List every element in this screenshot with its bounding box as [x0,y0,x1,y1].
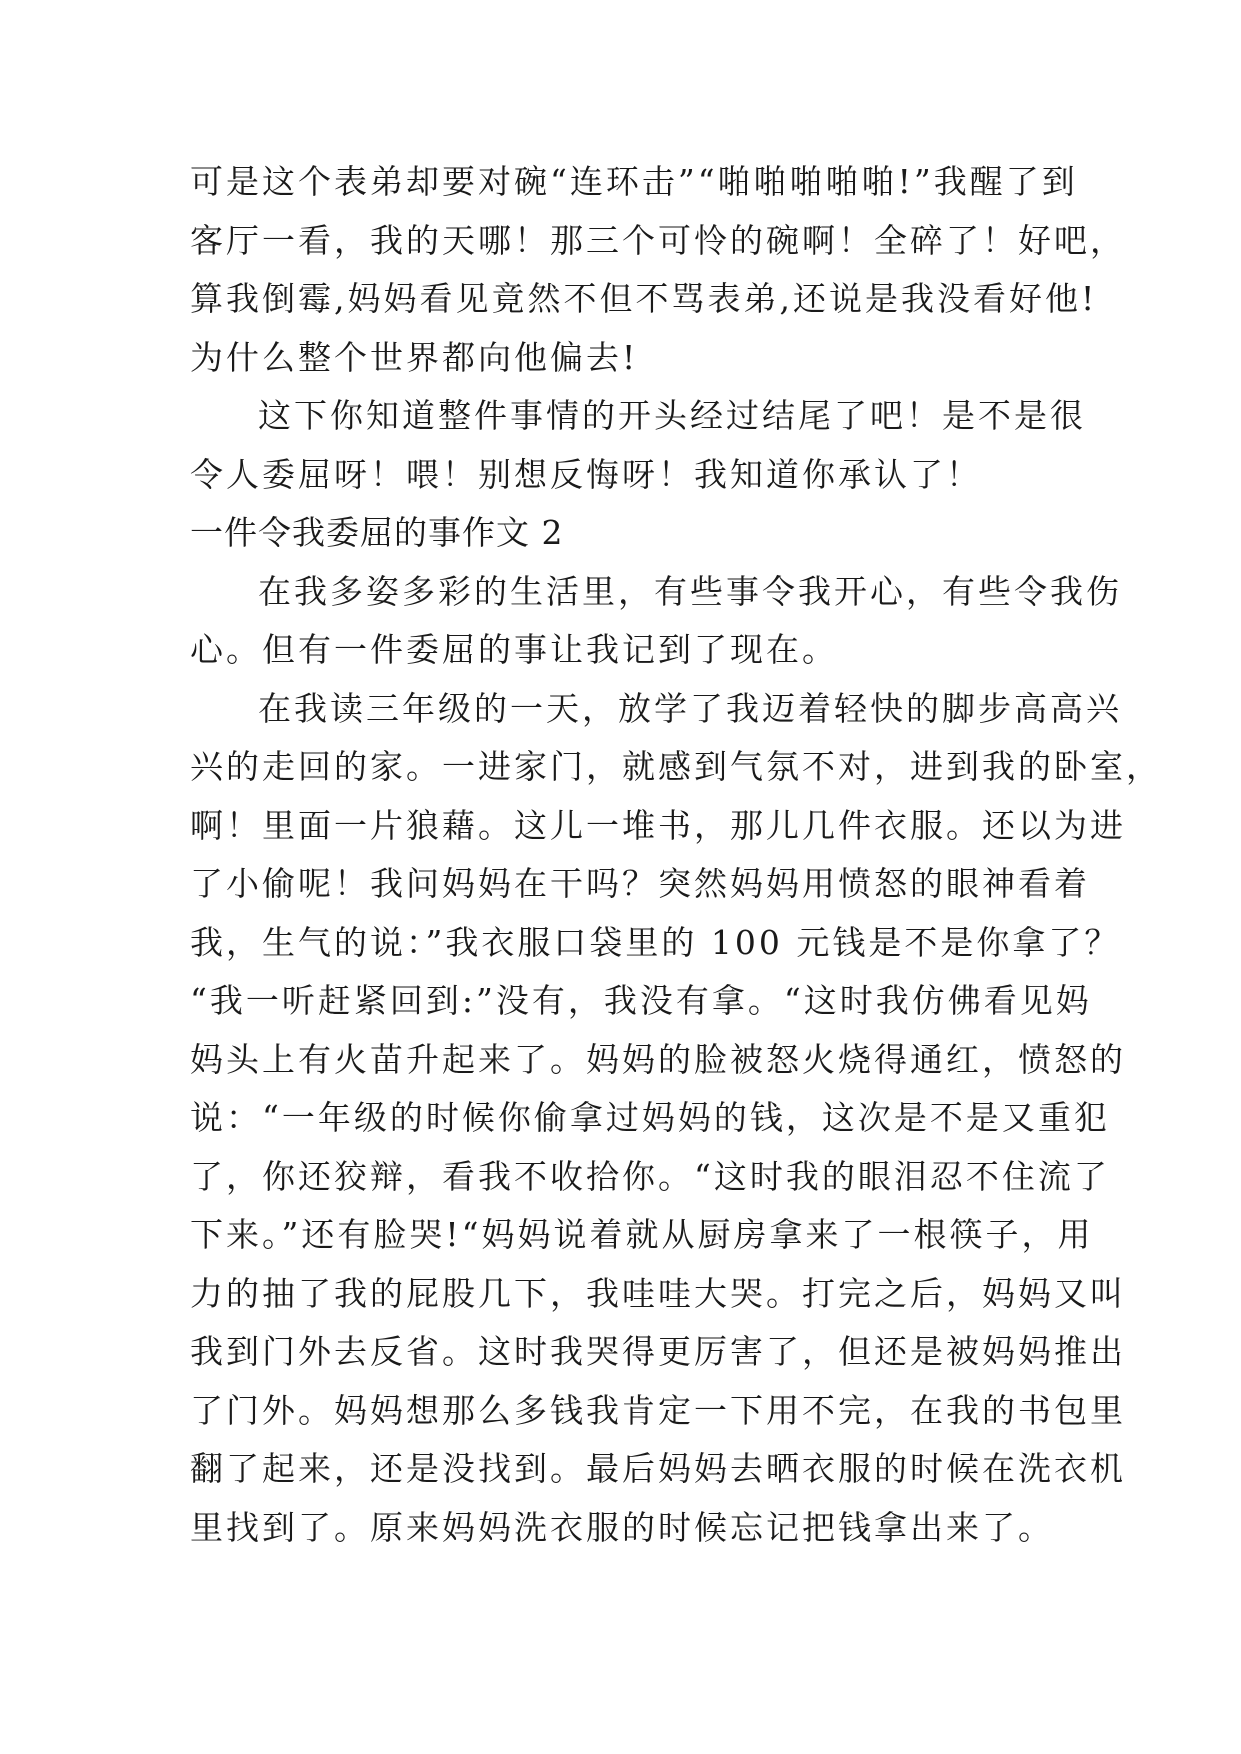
text-line: 啊！里面一片狼藉。这儿一堆书，那儿几件衣服。还以为进 [190,805,1126,845]
text-line: 兴的走回的家。一进家门，就感到气氛不对，进到我的卧室， [190,747,1162,786]
text-line: 翻了起来，还是没找到。最后妈妈去晒衣服的时候在洗衣机 [190,1449,1126,1488]
text-line: 了小偷呢！我问妈妈在干吗？突然妈妈用愤怒的眼神看着 [190,864,1090,903]
text-line: 里找到了。原来妈妈洗衣服的时候忘记把钱拿出来了。 [190,1507,1054,1547]
text-line: 我，生气的说：”我衣服口袋里的 100 元钱是不是你拿了？ [190,922,1121,962]
paragraph [190,153,1126,387]
text-line: 我到门外去反省。这时我哭得更厉害了，但还是被妈妈推出 [190,1332,1126,1371]
paragraph [190,563,1122,680]
text-line: 在我多姿多彩的生活里，有些事令我开心，有些令我伤 [258,571,1122,611]
paragraph [190,387,1086,504]
text-line: 妈头上有火苗升起来了。妈妈的脸被怒火烧得通红，愤怒的 [190,1039,1126,1079]
text-line: 下来。”还有脸哭!“妈妈说着就从厨房拿来了一根筷子，用 [190,1215,1094,1254]
section-heading: 一件令我委屈的事作文 2 [190,513,564,552]
text-line: 在我读三年级的一天，放学了我迈着轻快的脚步高高兴 [258,688,1122,728]
text-line: 为什么整个世界都向他偏去! [190,337,639,377]
text-line: 客厅一看，我的天哪！那三个可怜的碗啊！全碎了！好吧， [190,220,1126,260]
document-body [190,153,1162,1557]
paragraph [190,680,1162,1558]
text-line: 了门外。妈妈想那么多钱我肯定一下用不完，在我的书包里 [190,1390,1126,1430]
text-line: “我一听赶紧回到:”没有，我没有拿。“这时我仿佛看见妈 [190,981,1092,1020]
text-line: 心。但有一件委屈的事让我记到了现在。 [190,630,838,669]
text-line: 令人委屈呀！喂！别想反悔呀！我知道你承认了！ [190,454,982,494]
text-line: 力的抽了我的屁股几下，我哇哇大哭。打完之后，妈妈又叫 [190,1273,1126,1313]
text-line: 这下你知道整件事情的开头经过结尾了吧！是不是很 [258,396,1086,435]
text-line: 了，你还狡辩，看我不收拾你。“这时我的眼泪忍不住流了 [190,1156,1110,1196]
text-line: 可是这个表弟却要对碗“连环击”“啪啪啪啪啪!”我醒了到 [190,162,1078,201]
text-line: 算我倒霉,妈妈看见竟然不但不骂表弟,还说是我没看好他! [190,279,1098,318]
text-line: 说：“一年级的时候你偷拿过妈妈的钱，这次是不是又重犯 [190,1098,1110,1137]
